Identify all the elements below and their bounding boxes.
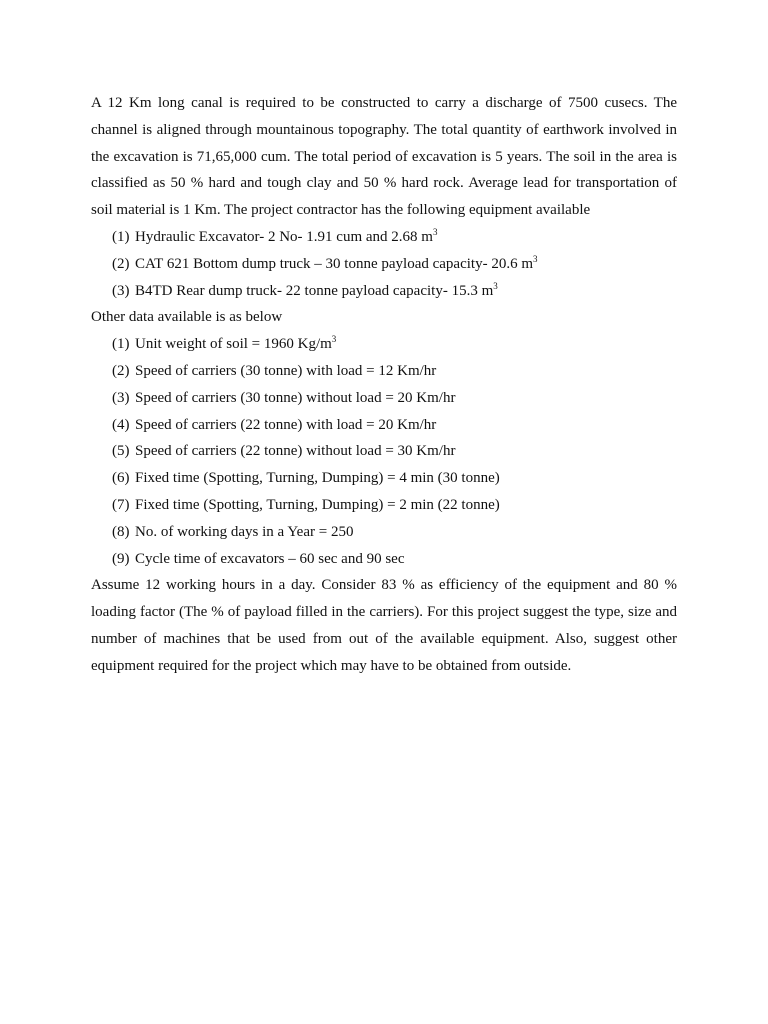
- list-item: [91, 412, 677, 439]
- list-item: [91, 224, 677, 251]
- list-item-text: Cycle time of excavators – 60 sec and 90 sec: [135, 550, 405, 567]
- list-item-text: No. of working days in a Year = 250: [135, 523, 354, 540]
- superscript: 3: [331, 334, 337, 345]
- list-item: [91, 358, 677, 385]
- list-item-number: (4): [112, 416, 130, 433]
- list-item-number: (6): [112, 470, 130, 487]
- list-item-text: Fixed time (Spotting, Turning, Dumping) = 4 min (30 tonne): [135, 470, 500, 487]
- list-item-number: (5): [112, 443, 130, 460]
- list-item: [91, 251, 677, 278]
- list-item-text: Unit weight of soil = 1960 Kg/m: [135, 336, 332, 353]
- list-item: [91, 331, 677, 358]
- list-item: [91, 278, 677, 305]
- list-item-text: Speed of carriers (22 tonne) with load = 20 Km/hr: [135, 416, 437, 433]
- list-item-text: CAT 621 Bottom dump truck – 30 tonne payload capacity- 20.6 m: [135, 255, 533, 272]
- superscript: 3: [533, 253, 538, 264]
- equipment-list: [91, 224, 677, 304]
- superscript: 3: [493, 280, 498, 291]
- list-item-text: Fixed time (Spotting, Turning, Dumping) = 2 min (22 tonne): [135, 496, 500, 513]
- list-item: [91, 492, 677, 519]
- list-item: [91, 519, 677, 546]
- list-item-text: Speed of carriers (30 tonne) without load = 20 Km/hr: [135, 389, 456, 406]
- other-data-heading: Other data available is as below: [91, 309, 283, 326]
- closing-paragraph: Assume 12 working hours in a day. Consider 83 % as efficiency of the equipment and 80 % loading factor (The % of payload filled in the carriers). For this project suggest the type, size and number of machines that be used from out of the available equipment. Also, suggest other equipment required for the project which may have to be obtained from outside.: [91, 577, 677, 674]
- intro-paragraph: A 12 Km long canal is required to be constructed to carry a discharge of 7500 cusecs. The channel is aligned through mountainous topography. The total quantity of earthwork involved in the excavation is 71,65,000 cum. The total period of excavation is 5 years. The soil in the area is classified as 50 % hard and tough clay and 50 % hard rock. Average lead for transportation of soil material is 1 Km. The project contractor has the following equipment available: [91, 95, 677, 219]
- list-item-text: B4TD Rear dump truck- 22 tonne payload capacity- 15.3 m: [135, 282, 494, 299]
- list-item-number: (1): [112, 228, 130, 245]
- other-data-list: [91, 331, 677, 572]
- list-item-number: (1): [112, 336, 130, 353]
- list-item-number: (7): [112, 496, 130, 513]
- list-item-text: Speed of carriers (22 tonne) without load = 30 Km/hr: [135, 443, 456, 460]
- list-item-text: Hydraulic Excavator- 2 No- 1.91 cum and 2.68 m: [135, 228, 433, 245]
- list-item-text: Speed of carriers (30 tonne) with load = 12 Km/hr: [135, 362, 437, 379]
- list-item-number: (9): [112, 550, 130, 567]
- list-item-number: (2): [112, 255, 130, 272]
- list-item-number: (8): [112, 523, 130, 540]
- list-item: [91, 438, 677, 465]
- list-item: [91, 465, 677, 492]
- list-item-number: (3): [112, 282, 130, 299]
- document-page: [91, 90, 677, 680]
- list-item: [91, 385, 677, 412]
- list-item-number: (3): [112, 389, 130, 406]
- superscript: 3: [432, 226, 438, 237]
- list-item-number: (2): [112, 362, 130, 379]
- list-item: [91, 546, 677, 573]
